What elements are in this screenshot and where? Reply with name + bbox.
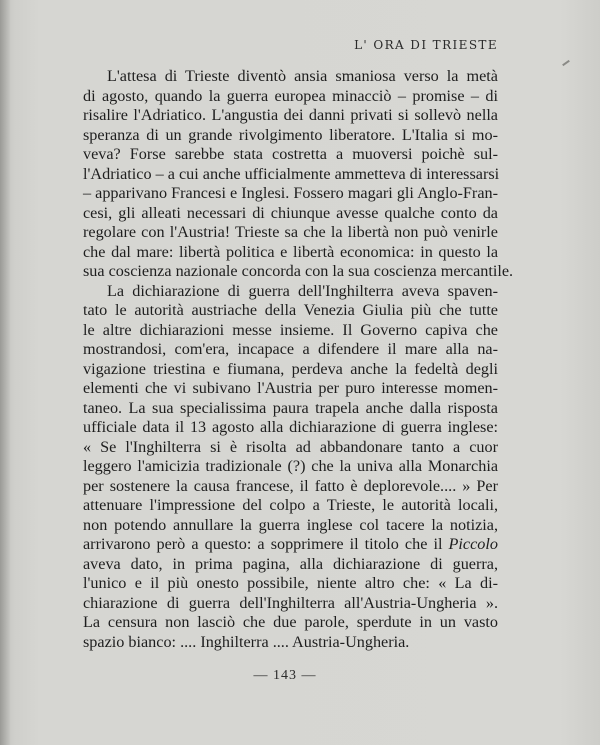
text-line: La censura non lasciò che due parole, sperdute in un vasto [83, 613, 498, 631]
paragraph-1 [83, 67, 514, 282]
text-line: vigazione triestina e fiumana, perdeva anche la fedeltà degli [83, 359, 498, 378]
text-line: « Se l'Inghilterra si è risolta ad abbandonare tanto a cuor [83, 437, 498, 456]
text-line: risalire l'Adriatico. L'angustia dei danni privati si sollevò nella [83, 106, 498, 124]
text-line: le altre dichiarazioni messe insieme. Il Governo capiva che [83, 320, 498, 339]
text-line: leggero l'amicizia tradizionale (?) che la univa alla Monarchia [83, 457, 498, 475]
text-line: per sostenere la causa francese, il fatto è deplorevole.... » Per [83, 476, 498, 495]
text-line: regolare con l'Austria! Trieste sa che la libertà non può venirle [83, 223, 498, 241]
text-line: – apparivano Francesi e Inglesi. Fossero magari gli Anglo-Fran- [83, 184, 498, 202]
text-line: speranza di un grande rivolgimento liberatore. L'Italia si mo- [83, 125, 498, 144]
running-head: L' ORA DI TRIESTE [354, 38, 498, 52]
paragraph-2 [83, 282, 498, 653]
text-line: l'unico e il più onesto possibile, niente altro che: « La di- [83, 574, 498, 592]
text-line: chiarazione di guerra dell'Inghilterra all'Austria-Ungheria ». [83, 593, 498, 612]
body-text [83, 67, 514, 652]
text-line: l'Adriatico – a cui anche ufficialmente ammetteva di interessarsi [83, 164, 500, 183]
text-line: veva? Forse sarebbe stata costretta a muoversi poichè sul- [83, 145, 498, 163]
text-line: arrivarono però a questo: a sopprimere il titolo che il Piccolo [83, 535, 498, 553]
text-line: sua coscienza nazionale concorda con la sua coscienza mercantile. [83, 262, 514, 280]
text-line: tato le autorità austriache della Venezia Giulia più che tutte [83, 301, 498, 319]
text-line: L'attesa di Trieste diventò ansia smaniosa verso la metà [107, 67, 498, 85]
newspaper-title: Piccolo [448, 535, 498, 553]
text-line: La dichiarazione di guerra dell'Inghilterra aveva spaven- [107, 281, 498, 300]
text-line: attenuare l'impressione del colpo a Trieste, le autorità locali, [83, 496, 498, 514]
text-line: che dal mare: libertà politica e libertà economica: in questo la [83, 242, 498, 261]
text-line: ufficiale data il 13 agosto alla dichiarazione di guerra inglese: [83, 418, 498, 436]
paper-mark [562, 60, 570, 66]
text-line: aveva dato, in prima pagina, alla dichiarazione di guerra, [83, 554, 498, 573]
text-line: non potendo annullare la guerra inglese col tacere la notizia, [83, 515, 498, 534]
text-line: elementi che vi subivano l'Austria per puro interesse momen- [83, 379, 498, 397]
text-line: mostrandosi, com'era, incapace a difendere il mare alla na- [83, 340, 498, 358]
text-line: di agosto, quando la guerra europea minacciò – promise – di [83, 86, 498, 105]
text-line: taneo. La sua specialissima paura trapela anche dalla risposta [83, 398, 498, 417]
page-gutter-shadow [0, 0, 10, 745]
text-line: spazio bianco: .... Inghilterra .... Austria-Ungheria. [83, 632, 410, 651]
page-number: — 143 — [253, 668, 317, 683]
text-line: cesi, gli alleati necessari di chiunque avesse qualche conto da [83, 203, 498, 222]
